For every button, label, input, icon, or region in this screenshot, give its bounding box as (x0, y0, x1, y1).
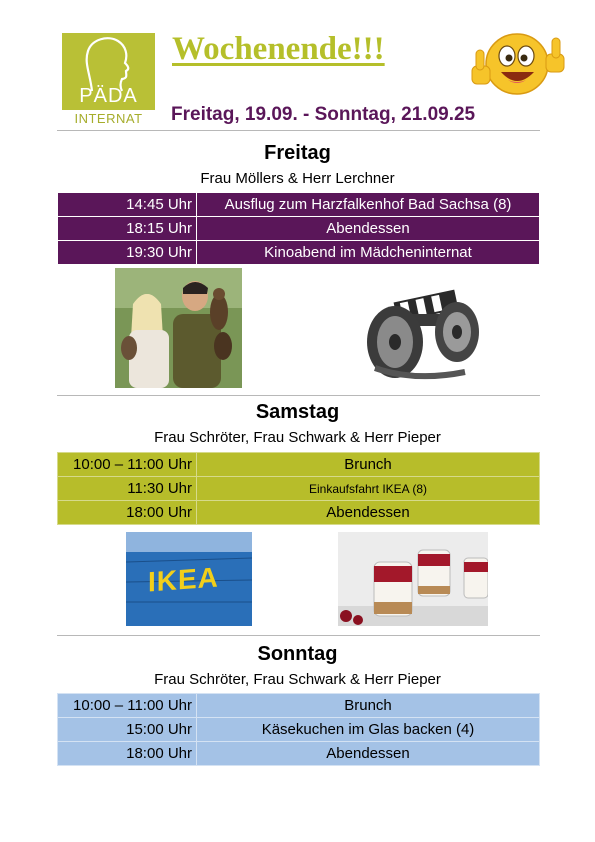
divider (57, 395, 540, 396)
table-row (58, 193, 540, 217)
schedule-table-sunday (57, 693, 540, 766)
paeda-internat-logo (62, 33, 155, 124)
cheesecake-jars-photo (338, 532, 488, 626)
falconry-photo (115, 268, 242, 388)
table-row (58, 453, 540, 477)
staff-saturday: Frau Schröter, Frau Schwark & Herr Pieper (154, 429, 441, 446)
head-silhouette-icon (62, 33, 155, 93)
thumbs-up-smiley-icon (468, 28, 568, 98)
ikea-sign-text: IKEA (148, 561, 219, 598)
logo-text-paeda: PÄDA (79, 85, 138, 107)
activity-cell: Abendessen (197, 742, 540, 766)
date-range: Freitag, 19.09. - Sonntag, 21.09.25 (171, 104, 476, 125)
staff-friday: Frau Möllers & Herr Lerchner (200, 170, 395, 187)
time-cell: 18:00 Uhr (58, 742, 197, 766)
activity-cell: Ausflug zum Harzfalkenhof Bad Sachsa (8) (197, 193, 540, 217)
divider (57, 130, 540, 131)
activity-cell: Käsekuchen im Glas backen (4) (197, 718, 540, 742)
ikea-store-photo (126, 532, 252, 626)
time-cell: 19:30 Uhr (58, 241, 197, 265)
time-cell: 11:30 Uhr (58, 477, 197, 501)
logo-text-internat: INTERNAT (62, 110, 155, 127)
table-row (58, 217, 540, 241)
table-row (58, 501, 540, 525)
table-row (58, 694, 540, 718)
divider (57, 635, 540, 636)
time-cell: 15:00 Uhr (58, 718, 197, 742)
schedule-table-saturday (57, 452, 540, 525)
staff-sunday: Frau Schröter, Frau Schwark & Herr Pieper (154, 671, 441, 688)
activity-cell: Einkaufsfahrt IKEA (8) (197, 477, 540, 501)
time-cell: 10:00 – 11:00 Uhr (58, 694, 197, 718)
day-title-saturday: Samstag (255, 401, 340, 423)
page-title: Wochenende!!! (172, 31, 385, 67)
schedule-table-friday (57, 192, 540, 265)
day-title-sunday: Sonntag (257, 643, 338, 665)
day-title-friday: Freitag (264, 142, 331, 164)
table-row (58, 742, 540, 766)
table-row (58, 477, 540, 501)
activity-cell: Abendessen (197, 501, 540, 525)
table-row (58, 718, 540, 742)
activity-cell: Kinoabend im Mädcheninternat (197, 241, 540, 265)
film-reel-photo (365, 272, 483, 387)
time-cell: 18:00 Uhr (58, 501, 197, 525)
activity-cell: Abendessen (197, 217, 540, 241)
time-cell: 14:45 Uhr (58, 193, 197, 217)
time-cell: 18:15 Uhr (58, 217, 197, 241)
time-cell: 10:00 – 11:00 Uhr (58, 453, 197, 477)
table-row (58, 241, 540, 265)
activity-cell: Brunch (197, 453, 540, 477)
activity-cell: Brunch (197, 694, 540, 718)
